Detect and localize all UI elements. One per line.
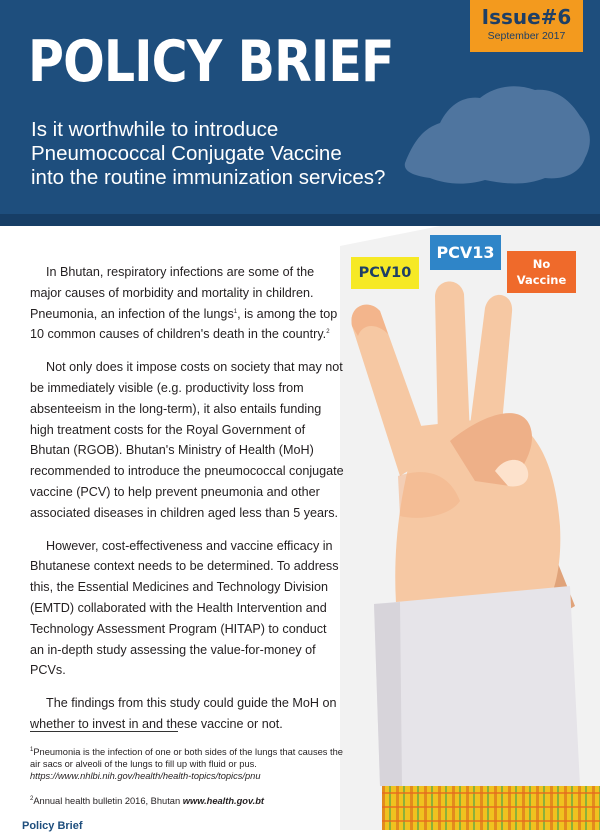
footnote-link[interactable]: www.health.gov.bt [182, 796, 265, 806]
hand-three-fingers-illustration [340, 226, 600, 830]
bhutan-map-icon [395, 68, 595, 198]
issue-badge [470, 0, 583, 52]
paragraph [30, 262, 344, 345]
no-vaccine-line: No [532, 257, 551, 271]
body-text [30, 262, 344, 747]
footnote-text: Pneumonia is the infection of one or both sides of the lungs that causes the air sacs or alveoli of the lungs to fill up with fluid or pus. [30, 747, 343, 769]
issue-number: Issue#6 [481, 5, 572, 29]
no-vaccine-label [507, 251, 576, 293]
footnote [30, 795, 350, 807]
paragraph-text: , is among the top 10 common causes of children's death in the country. [30, 306, 338, 342]
footnote-divider [30, 731, 178, 732]
issue-date: September 2017 [487, 30, 566, 42]
paragraph: Not only does it impose costs on society that may not be immediately visible (e.g. productivity loss from absenteeism in the long-term), it also entails funding high treatment costs for the Royal Government of Bhutan (RGOB). Bhutan's Ministry of Health (MoH) recommended to introduce the pneumococcal conjugate vaccine (PCV) to help prevent pneumonia and other associated diseases in children aged less than 5 years. [30, 360, 344, 520]
subtitle-line: Pneumococcal Conjugate Vaccine [31, 142, 342, 165]
header-band [0, 214, 600, 226]
paragraph: However, cost-effectiveness and vaccine efficacy in Bhutanese context needs to be determined. To address this, the Essential Medicines and Technology Division (EMTD) collaborated with the Health Intervention and Technology Assessment Program (HITAP) to conduct an in-depth study assessing the value-for-money of PCVs. [30, 538, 339, 678]
footnote-number: 1 [30, 746, 34, 753]
footer-text: Policy Brief [22, 820, 83, 832]
pcv13-label: PCV13 [430, 235, 501, 270]
page-subtitle [31, 118, 385, 190]
footnote-number: 2 [30, 795, 34, 802]
footnote-ref: 1 [233, 308, 238, 315]
page-title: POLICY BRIEF [28, 29, 394, 95]
pcv10-label: PCV10 [351, 257, 419, 289]
footnote-ref: 2 [326, 329, 330, 336]
subtitle-line: Is it worthwhile to introduce [31, 118, 279, 141]
subtitle-line: into the routine immunization services? [31, 166, 386, 189]
footnote [30, 746, 350, 782]
footnote-text: Annual health bulletin 2016, Bhutan [33, 796, 183, 806]
paragraph: The findings from this study could guide the MoH on whether to invest in and these vaccine or not. [30, 696, 337, 731]
paragraph-text: In Bhutan, respiratory infections are some of the major causes of morbidity and mortality in children. Pneumonia, an infection of the lungs [30, 265, 315, 321]
no-vaccine-line: Vaccine [516, 273, 567, 287]
footnote-link[interactable]: https://www.nhlbi.nih.gov/health/health-topics/topics/pnu [30, 771, 261, 781]
